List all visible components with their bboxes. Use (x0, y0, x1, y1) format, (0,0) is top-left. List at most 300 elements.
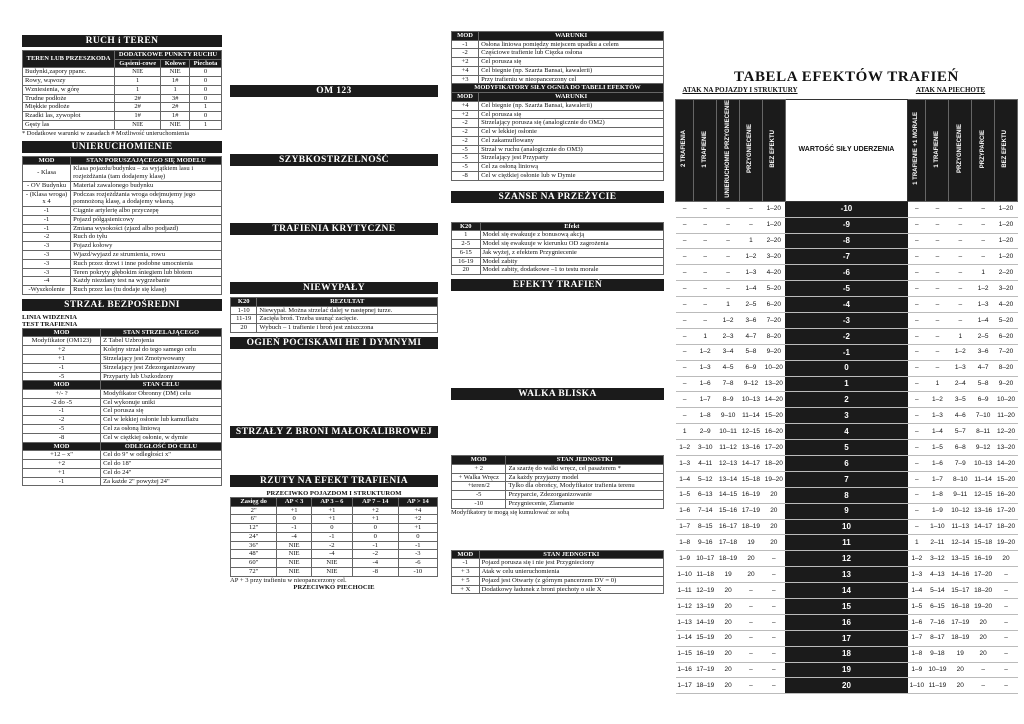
effects-cell: – (995, 662, 1018, 678)
effects-cell: 2–5 (740, 297, 763, 313)
effects-cell: 20 (762, 519, 785, 535)
immobilization-table (22, 156, 222, 295)
effects-cell: – (676, 344, 694, 360)
effects-cell: 8–9 (717, 392, 740, 408)
table-cell: Model się ewakuuje z bonusową akcją (480, 231, 663, 240)
table-row (452, 248, 664, 257)
vs-head-0: Zasięg do (231, 497, 277, 506)
effects-cell: 2–3 (717, 328, 740, 344)
effects-cell: 1–9 (676, 551, 694, 567)
effects-cell: – (694, 281, 717, 297)
effects-cell: 9–20 (995, 376, 1018, 392)
effects-cell: – (908, 344, 926, 360)
table-cell: Niewypał. Można strzelać dalej w następnej turze. (257, 306, 438, 315)
effects-cell: 3–6 (972, 344, 995, 360)
effects-cell: 4–20 (995, 297, 1018, 313)
table-cell: +2 (23, 346, 101, 355)
table-cell: -4 (277, 532, 312, 541)
table-cell: -5 (452, 491, 506, 500)
effects-row (676, 551, 1018, 567)
effects-head-row (676, 100, 1018, 202)
table-cell: Przyparcie, Zdezorganizowanie (506, 491, 664, 500)
column-1 (22, 31, 222, 700)
effects-cell: 9–20 (762, 344, 785, 360)
effects-cell: – (676, 360, 694, 376)
cover-rows (452, 40, 664, 84)
section-header-efekty: EFEKTY TRAFIEŃ (451, 279, 664, 291)
effects-cell: 12–15 (972, 487, 995, 503)
effects-cell: 1–20 (995, 201, 1018, 217)
effects-cell: – (694, 201, 717, 217)
effects-cell: – (926, 265, 949, 281)
item-1: LINIA WIDZENIA (22, 313, 78, 321)
table-row (23, 355, 222, 364)
effects-cell: 12–13 (717, 456, 740, 472)
effects-cell: 10–13 (972, 456, 995, 472)
spacer (451, 206, 664, 222)
effects-cell: 15–16 (717, 503, 740, 519)
column-2 (230, 31, 438, 700)
effects-cell: 1–4 (926, 424, 949, 440)
table-cell: 2# (161, 103, 190, 112)
effects-cell: 7–20 (762, 313, 785, 329)
table-cell: -1 (452, 559, 480, 568)
table-cell: Cel zakamuflowany (479, 136, 664, 145)
effects-strength-cell: -3 (785, 313, 907, 329)
effects-cell: 1–3 (926, 408, 949, 424)
melee2-table (451, 550, 664, 595)
table-cell: 1-10 (231, 306, 257, 315)
table-cell: +12 – x" (23, 451, 101, 460)
effects-strength-cell: 3 (785, 408, 907, 424)
effects-strength-cell: -2 (785, 328, 907, 344)
effects-strength-cell: 2 (785, 392, 907, 408)
table-cell: -1 (352, 541, 398, 550)
effects-cell: 1–2 (717, 313, 740, 329)
terrain-head-2: Gąsieni-cowe (115, 59, 161, 68)
effects-cell: – (762, 614, 785, 630)
table-cell: - (Klasa wroga) x 4 (23, 190, 71, 207)
table-cell: -8 (352, 567, 398, 576)
k20-head-0: K20 (231, 298, 257, 307)
eff-head-l0: 2 TRAFIENIA (676, 100, 694, 202)
effects-strength-cell: -6 (785, 265, 907, 281)
effects-cell: 17–19 (949, 614, 972, 630)
effects-row (676, 313, 1018, 329)
effects-cell: 6–13 (694, 487, 717, 503)
table-cell: Teren pokryty głębokim śniegiem lub błotem (71, 268, 222, 277)
table-cell: Częściowe trafienie lub Cięzka osłona (479, 49, 664, 58)
table-cell: NIE (311, 559, 352, 568)
effects-cell: 1–9 (908, 662, 926, 678)
table-cell: Cel w ciężkiej osłonie lub w Dymie (479, 171, 664, 180)
effects-cell: 1–10 (676, 567, 694, 583)
effects-strength-cell: 18 (785, 646, 907, 662)
effects-cell: 1–11 (676, 583, 694, 599)
cover-table (451, 31, 664, 181)
effects-cell: – (676, 313, 694, 329)
effects-cell: 20 (972, 630, 995, 646)
effects-cell: 6–8 (949, 440, 972, 456)
effects-cell: – (762, 646, 785, 662)
effects-cell: – (694, 297, 717, 313)
vs-title: PRZECIWKO POJAZDOM I STRUKTUROM (266, 489, 402, 497)
effects-cell: 4–5 (717, 360, 740, 376)
effects-cell: 7–14 (694, 503, 717, 519)
table-cell: 0 (352, 524, 398, 533)
effects-cell: – (762, 567, 785, 583)
table-cell: 0 (190, 68, 222, 77)
effects-cell: 1–13 (676, 614, 694, 630)
effects-cell: 1 (694, 328, 717, 344)
table-row (452, 145, 664, 154)
effects-cell: 8–11 (972, 424, 995, 440)
table-row (231, 315, 438, 324)
table-cell: 1# (161, 112, 190, 121)
table-cell: +2 (352, 506, 398, 515)
table-cell: NIE (115, 120, 161, 129)
table-cell: +teren/2 (452, 482, 506, 491)
table-row (23, 286, 222, 295)
effects-cell: – (908, 281, 926, 297)
effects-cell: – (995, 567, 1018, 583)
effects-cell: – (908, 503, 926, 519)
table-cell: -2 (452, 49, 479, 58)
table-cell: 20 (231, 324, 257, 333)
effects-cell: – (995, 646, 1018, 662)
effects-cell: 4–11 (694, 456, 717, 472)
table-cell: -3 (23, 250, 71, 259)
surv-head-1: Efekt (480, 222, 663, 231)
effects-cell: – (908, 249, 926, 265)
effects-cell: – (676, 233, 694, 249)
table-cell: Strzał w ruchu (analogicznie do OM3) (479, 145, 664, 154)
table-cell: Budynki,zapory ppanc. (23, 68, 115, 77)
effects-cell: – (908, 217, 926, 233)
table-row (231, 524, 438, 533)
table-row (452, 231, 664, 240)
effects-row (676, 487, 1018, 503)
effects-cell: 15–17 (949, 583, 972, 599)
table-cell: Zacięła broń. Trzeba usunąć zacięcie. (257, 315, 438, 324)
table-row (452, 257, 664, 266)
effects-cell: 1–9 (926, 503, 949, 519)
effects-cell: – (908, 408, 926, 424)
eff-head-r2: PRZYGNIECENIE (949, 100, 972, 202)
effects-cell: 1–3 (949, 360, 972, 376)
item-2: TEST TRAFIENIA (22, 320, 78, 328)
table-cell: -5 (452, 154, 479, 163)
table-cell: + X (452, 585, 480, 594)
effects-row (676, 265, 1018, 281)
table-cell: 24" (231, 532, 277, 541)
effects-cell: – (926, 360, 949, 376)
table-cell: -10 (398, 567, 437, 576)
table-row (23, 468, 222, 477)
table-cell: Trudne podłoże (23, 94, 115, 103)
table-row (452, 136, 664, 145)
effects-cell: 1–20 (995, 217, 1018, 233)
effects-row (676, 471, 1018, 487)
effects-cell: – (762, 662, 785, 678)
table-cell: 6" (231, 515, 277, 524)
cel-head-0: MOD (23, 381, 101, 390)
table-cell: Osłona liniowa pomiędzy miejscem upadku a celem (479, 40, 664, 49)
table-cell: Ruch przez drzwi i inne podobne umocnienia (71, 259, 222, 268)
effects-cell: 3–10 (694, 440, 717, 456)
effects-strength-cell: 10 (785, 519, 907, 535)
effects-cell: 1–10 (908, 678, 926, 694)
effects-cell: 12–19 (694, 583, 717, 599)
effects-cell: – (995, 599, 1018, 615)
effects-cell: 8–10 (949, 471, 972, 487)
table-cell: + 3 (452, 568, 480, 577)
effects-cell: 13–14 (717, 471, 740, 487)
table-cell: -10 (452, 499, 506, 508)
effects-cell: – (676, 265, 694, 281)
eff-head-l2: UNIERUCHOMIE PRZYGNIECENIE (717, 100, 740, 202)
table-row (452, 171, 664, 180)
table-cell: +4 (452, 101, 479, 110)
fire-rows (452, 101, 664, 180)
vs-head-4: AP > 14 (398, 497, 437, 506)
effects-cell: – (676, 408, 694, 424)
terrain-rows (23, 68, 222, 129)
table-cell: NIE (161, 68, 190, 77)
table-cell: 0 (311, 524, 352, 533)
effects-cell: – (908, 265, 926, 281)
table-cell: 3# (161, 94, 190, 103)
table-cell: +3 (452, 75, 479, 84)
effects-row (676, 424, 1018, 440)
effects-cell: 1–4 (676, 471, 694, 487)
effects-cell: – (694, 265, 717, 281)
table-cell: -1 (23, 477, 101, 486)
effects-cell: 17–20 (972, 567, 995, 583)
vs-rows (231, 506, 438, 576)
effects-cell: 1–4 (972, 313, 995, 329)
inf-title: PRZECIWKO PIECHOCIE (293, 583, 375, 591)
effects-cell: 1–2 (926, 392, 949, 408)
table-cell: -4 (311, 550, 352, 559)
effects-strength-cell: 6 (785, 456, 907, 472)
table-cell: -5 (23, 425, 101, 434)
table-row (23, 451, 222, 460)
effects-cell: 1–6 (926, 456, 949, 472)
effects-strength-cell: -8 (785, 233, 907, 249)
effects-cell: 6–20 (762, 297, 785, 313)
effects-cell: 1 (908, 535, 926, 551)
effects-row (676, 392, 1018, 408)
table-cell: Podczas rozjeżdżania wroga odejmujemy jego pomnożoną klasę, a dodajemy własną. (71, 190, 222, 207)
table-row (23, 242, 222, 251)
table-cell: Gęsty las (23, 120, 115, 129)
table-cell: Przy trafieniu w nieopancerzony cel (479, 75, 664, 84)
table-cell: -1 (277, 524, 312, 533)
effects-cell: 1–15 (676, 646, 694, 662)
effects-cell: 5–14 (926, 583, 949, 599)
table-cell: -1 (398, 541, 437, 550)
table-row (231, 567, 438, 576)
table-cell: -5 (452, 163, 479, 172)
terrain-table (22, 50, 222, 130)
effects-cell: – (717, 233, 740, 249)
table-cell: Pojazd kołowy (71, 242, 222, 251)
table-row (231, 541, 438, 550)
effects-strength-cell: 0 (785, 360, 907, 376)
effects-cell: 20 (717, 599, 740, 615)
effects-cell: 20 (717, 662, 740, 678)
effects-cell: – (676, 281, 694, 297)
table-row (23, 190, 222, 207)
effects-row (676, 376, 1018, 392)
table-cell: 0 (277, 515, 312, 524)
effects-cell: – (717, 249, 740, 265)
table-row (231, 532, 438, 541)
effects-cell: 17–19 (694, 662, 717, 678)
table-cell: +/- ? (23, 389, 101, 398)
table-cell: 48" (231, 550, 277, 559)
effects-cell: 20 (717, 646, 740, 662)
table-cell: 2" (231, 506, 277, 515)
effects-cell: – (972, 662, 995, 678)
table-cell: +1 (311, 515, 352, 524)
effects-cell: – (949, 297, 972, 313)
effects-strength-cell: 19 (785, 662, 907, 678)
effects-cell: 20 (762, 535, 785, 551)
fire-head-1: WARUNKI (479, 93, 664, 102)
table-cell: Cel do 18" (101, 459, 222, 468)
shooter-head-1: STAN STRZELAJĄCEGO (101, 328, 222, 337)
effects-cell: 20 (717, 583, 740, 599)
effects-cell: 10–17 (694, 551, 717, 567)
effects-cell: – (676, 376, 694, 392)
eff-head-r0: 1 TRAFIENIE +1 MORALE (908, 100, 926, 202)
table-cell: Przygniecenie, Zlamanie (506, 499, 664, 508)
effects-row (676, 201, 1018, 217)
vs-head-3: AP 7 – 14 (352, 497, 398, 506)
effects-cell: 1 (926, 376, 949, 392)
spacer (230, 31, 438, 81)
terrain-head-3: Kołowe (161, 59, 190, 68)
effects-cell: 10–11 (717, 424, 740, 440)
table-cell: Za szarżę do walki wręcz, cel pasażerem * (506, 464, 664, 473)
table-row (452, 75, 664, 84)
effects-cell: – (926, 328, 949, 344)
table-cell: 0 (190, 112, 222, 121)
effects-cell: 16–19 (972, 551, 995, 567)
effects-cell: – (926, 313, 949, 329)
effects-cell: – (926, 297, 949, 313)
table-cell: 20 (452, 266, 481, 275)
effects-cell: – (926, 217, 949, 233)
effects-cell: 1–3 (694, 360, 717, 376)
table-cell: Miękkie podłoże (23, 103, 115, 112)
table-row (23, 477, 222, 486)
table-cell: Tylko dla obrońcy, Modyfikator trafienia terenu (506, 482, 664, 491)
table-cell: Rzadki las, zywopłot (23, 112, 115, 121)
effects-cell: 8–17 (926, 630, 949, 646)
terrain-note: * Dodatkowe warunki w zasadach # Możliwość unieruchomienia (22, 129, 189, 137)
table-cell: +4 (452, 66, 479, 75)
effects-cell: 11–20 (995, 408, 1018, 424)
table-row (452, 499, 664, 508)
effects-cell: – (740, 646, 763, 662)
effects-cell: 1–6 (694, 376, 717, 392)
effects-cell: 12–15 (740, 424, 763, 440)
table-cell: + 2 (452, 464, 506, 473)
spacer (230, 169, 438, 219)
effects-cell: – (740, 630, 763, 646)
effects-cell: 16–19 (694, 646, 717, 662)
table-cell: Z Tabel Uzbrojenia (101, 337, 222, 346)
effects-cell: 9–18 (926, 646, 949, 662)
effects-cell: 8–20 (762, 328, 785, 344)
table-row (452, 576, 664, 585)
table-row (23, 233, 222, 242)
effects-cell: 1–8 (694, 408, 717, 424)
table-cell: Cel do 9" w odległości x" (101, 451, 222, 460)
table-cell: -Wyszkolenie (23, 286, 71, 295)
effects-strength-cell: 12 (785, 551, 907, 567)
effects-cell: 20 (972, 614, 995, 630)
table-row (23, 94, 222, 103)
effects-cell: – (740, 662, 763, 678)
effects-cell: 8–20 (995, 360, 1018, 376)
effects-cell: 2–20 (762, 233, 785, 249)
melee-head-1: STAN JEDNOSTKI (506, 456, 664, 465)
effects-row (676, 249, 1018, 265)
effects-rows (676, 201, 1018, 694)
table-cell: NIE (277, 541, 312, 550)
cel-head-1: STAN CELU (101, 381, 222, 390)
effects-cell: – (908, 519, 926, 535)
effects-strength-cell: 14 (785, 583, 907, 599)
effects-cell: 10–20 (762, 360, 785, 376)
effects-cell: 7–16 (926, 614, 949, 630)
effects-cell: 5–8 (972, 376, 995, 392)
effects-strength-cell: 11 (785, 535, 907, 551)
effects-cell: – (740, 217, 763, 233)
effects-cell: 1–4 (740, 281, 763, 297)
section-header-ruch: RUCH i TEREN (22, 35, 222, 47)
spacer (230, 441, 438, 471)
effects-cell: 10–12 (949, 503, 972, 519)
table-cell: Ruch do tyłu (71, 233, 222, 242)
effects-cell: 12–20 (995, 424, 1018, 440)
immob-rows (23, 165, 222, 294)
effects-cell: 1–2 (676, 440, 694, 456)
table-cell: 1 (190, 103, 222, 112)
effects-cell: 7–9 (949, 456, 972, 472)
k20-rows (231, 306, 438, 332)
effects-row (676, 440, 1018, 456)
effects-cell: 1–6 (908, 614, 926, 630)
effects-cell: 12–14 (949, 535, 972, 551)
effects-cell: 6–9 (972, 392, 995, 408)
spacer (451, 294, 664, 384)
effects-cell: 17–20 (995, 503, 1018, 519)
vs-vehicles-table (230, 497, 438, 577)
table-cell: Cel porusza się (101, 407, 222, 416)
table-cell: -1 (23, 215, 71, 224)
effects-cell: – (740, 599, 763, 615)
effects-cell: 19–20 (762, 471, 785, 487)
table-cell: -1 (23, 224, 71, 233)
effects-row (676, 503, 1018, 519)
effects-cell: – (676, 392, 694, 408)
effects-strength-cell: -9 (785, 217, 907, 233)
